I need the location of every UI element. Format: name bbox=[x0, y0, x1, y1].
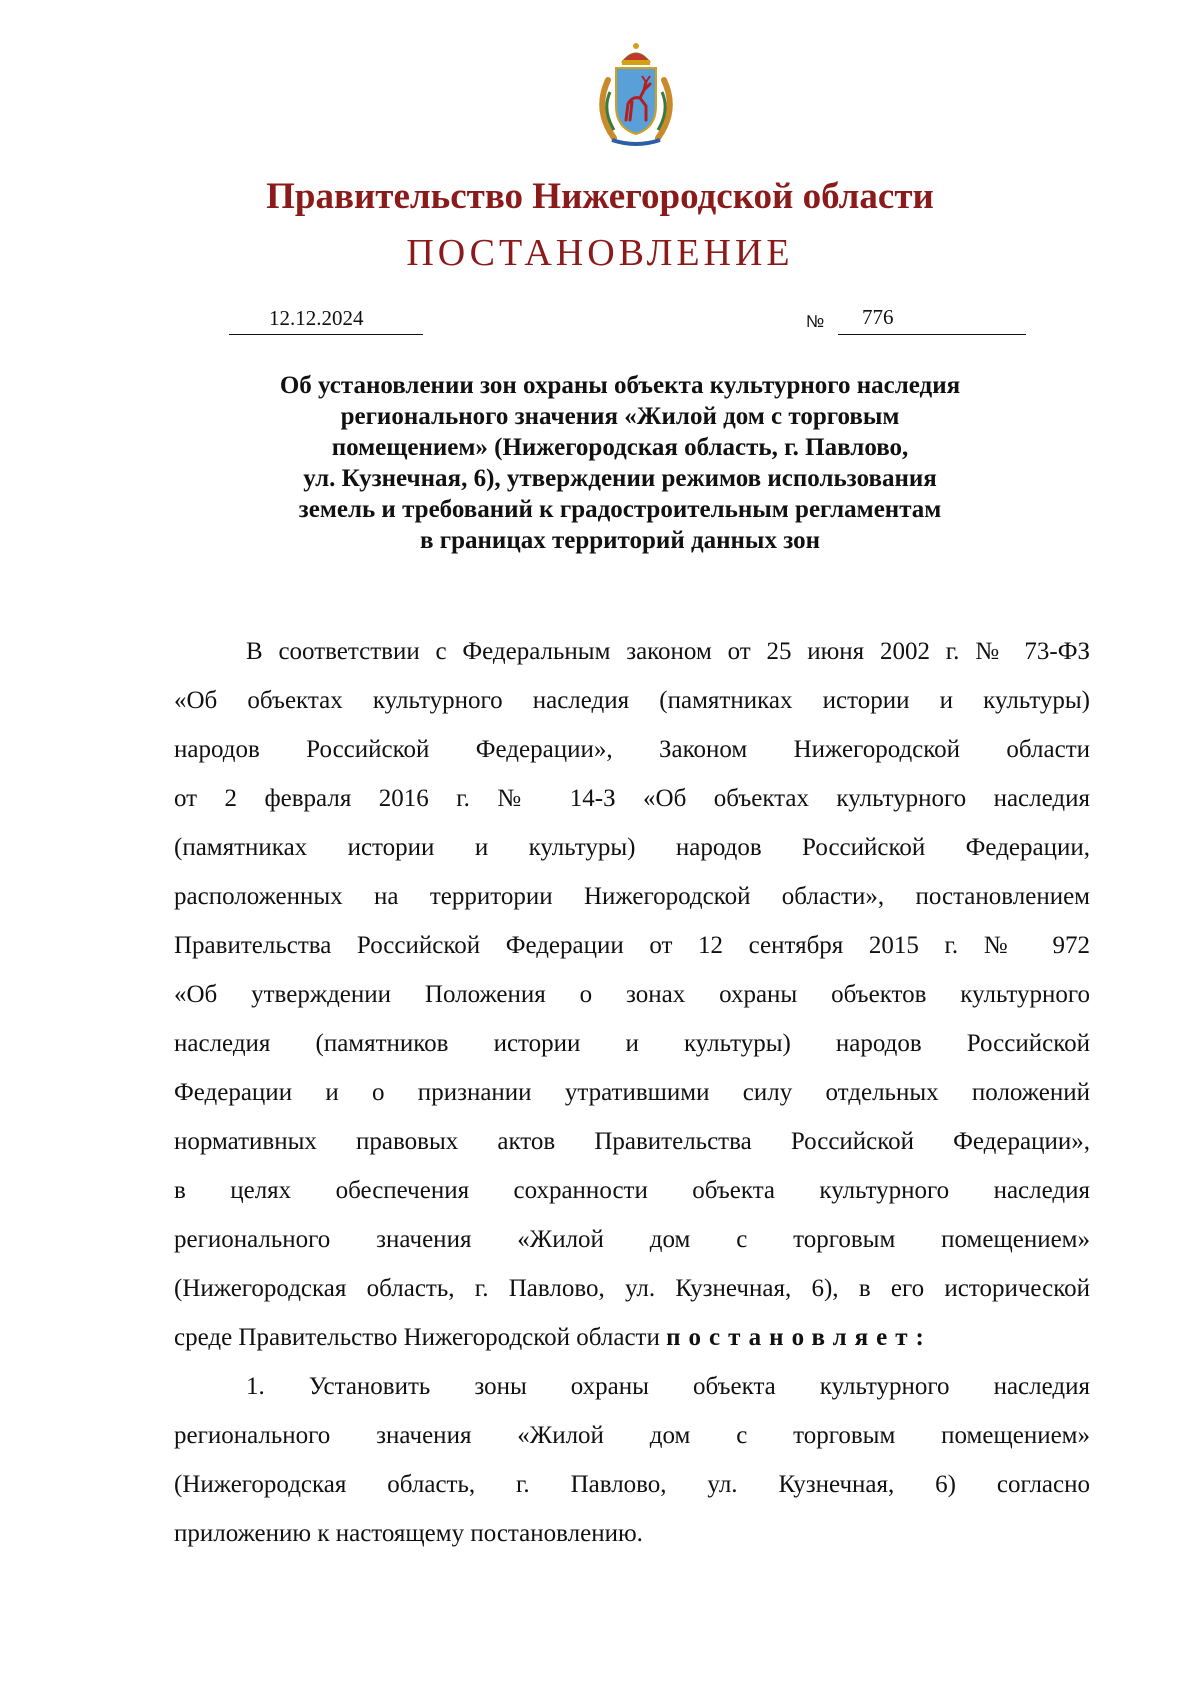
preamble-line: В соответствии с Федеральным законом от 25 июня 2002 г. № 73-ФЗ bbox=[246, 638, 1090, 665]
number-field bbox=[838, 304, 1026, 335]
preamble-line: в целях обеспечения сохранности объекта культурного наследия bbox=[174, 1177, 1090, 1204]
number-sign: № bbox=[806, 312, 825, 331]
item-line: регионального значения «Жилой дом с торговым помещением» bbox=[174, 1422, 1090, 1449]
title-line: ул. Кузнечная, 6), утверждении режимов использования bbox=[303, 465, 937, 492]
preamble-line: «Об утверждении Положения о зонах охраны объектов культурного bbox=[174, 981, 1090, 1008]
resolves-word: постановляет: bbox=[666, 1324, 932, 1351]
item-line: приложению к настоящему постановлению. bbox=[174, 1520, 643, 1547]
preamble-line: нормативных правовых актов Правительства Российской Федерации», bbox=[174, 1128, 1090, 1155]
organization-name: Правительство Нижегородской области bbox=[266, 176, 934, 217]
title-line: помещением» (Нижегородская область, г. Павлово, bbox=[331, 434, 909, 461]
preamble-line: регионального значения «Жилой дом с торговым помещением» bbox=[174, 1226, 1090, 1253]
item-line: 1. Установить зоны охраны объекта культурного наследия bbox=[246, 1373, 1090, 1400]
item-line: (Нижегородская область, г. Павлово, ул. Кузнечная, 6) согласно bbox=[174, 1471, 1090, 1498]
preamble-line: Правительства Российской Федерации от 12 сентября 2015 г. № 972 bbox=[174, 932, 1090, 959]
preamble-line: Федерации и о признании утратившими силу отдельных положений bbox=[174, 1079, 1090, 1106]
document-type: ПОСТАНОВЛЕНИЕ bbox=[406, 232, 794, 274]
preamble-line: расположенных на территории Нижегородской области», постановлением bbox=[174, 883, 1090, 910]
preamble-line-text: среде Правительство Нижегородской области bbox=[174, 1324, 667, 1351]
coat-of-arms-emblem bbox=[588, 40, 684, 148]
preamble-line: (памятниках истории и культуры) народов Российской Федерации, bbox=[174, 834, 1090, 861]
title-line: регионального значения «Жилой дом с торговым bbox=[340, 403, 900, 430]
preamble-line: (Нижегородская область, г. Павлово, ул. Кузнечная, 6), в его исторической bbox=[174, 1275, 1090, 1302]
preamble-line: от 2 февраля 2016 г. № 14-З «Об объектах культурного наследия bbox=[174, 785, 1090, 812]
title-line: Об установлении зон охраны объекта культурного наследия bbox=[279, 372, 961, 399]
title-line: в границах территорий данных зон bbox=[420, 527, 820, 554]
preamble-line: народов Российской Федерации», Законом Нижегородской области bbox=[174, 736, 1090, 763]
document-title bbox=[160, 370, 1080, 556]
preamble-line: «Об объектах культурного наследия (памятниках истории и культуры) bbox=[174, 687, 1090, 714]
document-number: 776 bbox=[862, 305, 894, 329]
document-date: 12.12.2024 bbox=[269, 306, 364, 330]
title-line: земель и требований к градостроительным регламентам bbox=[298, 496, 942, 523]
preamble-line: наследия (памятников истории и культуры) народов Российской bbox=[174, 1030, 1090, 1057]
date-field bbox=[229, 304, 423, 335]
document-body bbox=[174, 627, 1090, 1558]
preamble-final-line bbox=[174, 1313, 1090, 1362]
